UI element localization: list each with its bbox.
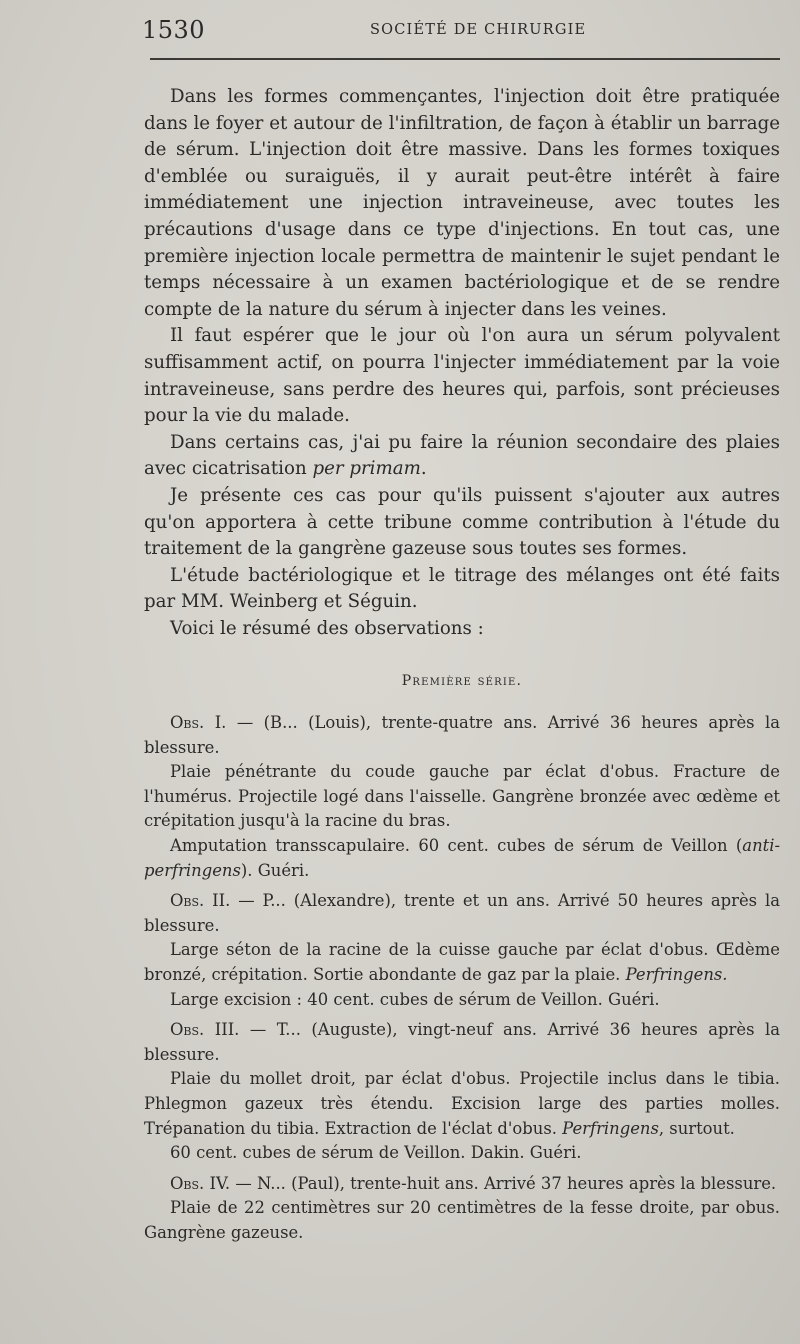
observation-text: Plaie de 22 centimètres sur 20 centimètres de la fesse droite, par obus. Gangrène gazeuse.	[144, 1198, 780, 1242]
observation-intro: Obs. III. — T... (Auguste), vingt-neuf ans. Arrivé 36 heures après la blessure.	[144, 1020, 780, 1064]
observation-text: Plaie du mollet droit, par éclat d'obus. Projectile inclus dans le tibia. Phlegmon gazeux très étendu. Excision large des parties molles. Trépanation du tibia. Extraction de l'éclat d'obus. Perfringens, surtout.	[144, 1069, 780, 1138]
observation-text: Plaie pénétrante du coude gauche par éclat d'obus. Fracture de l'humérus. Projectile logé dans l'aisselle. Gangrène bronzée avec œdème et crépitation jusqu'à la racine du bras.	[144, 762, 780, 831]
observation-1	[144, 711, 780, 883]
observation-text: 60 cent. cubes de sérum de Veillon. Dakin. Guéri.	[170, 1143, 582, 1163]
paragraph: Il faut espérer que le jour où l'on aura un sérum polyvalent suffisamment actif, on pourra l'injecter immédiatement par la voie intraveineuse, sans perdre des heures qui, parfois, sont précieuses pour la vie du malade.	[144, 325, 780, 427]
observation-3	[144, 1018, 780, 1166]
paragraph: Dans certains cas, j'ai pu faire la réunion secondaire des plaies avec cicatrisation per primam.	[144, 431, 780, 480]
paragraph: Dans les formes commençantes, l'injection doit être pratiquée dans le foyer et autour de l'infiltration, de façon à établir un barrage de sérum. L'injection doit être massive. Dans les formes toxiques d'emblée ou suraiguës, il y aurait peut-être intérêt à faire immédiatement une injection intraveineuse, avec toutes les précautions d'usage dans ce type d'injections. En tout cas, une première injection locale permettra de maintenir le sujet pendant le temps nécessaire à un examen bactériologique et de se rendre compte de la nature du sérum à injecter dans les veines.	[144, 86, 780, 320]
page-number: 1530	[142, 16, 206, 44]
observation-text: Large excision : 40 cent. cubes de sérum de Veillon. Guéri.	[170, 989, 660, 1009]
section-heading: Première série.	[401, 673, 523, 690]
observation-text: Amputation transscapulaire. 60 cent. cubes de sérum de Veillon (anti-perfringens). Guéri.	[144, 836, 780, 880]
observation-text: Large séton de la racine de la cuisse gauche par éclat d'obus. Œdème bronzé, crépitation. Sortie abondante de gaz par la plaie. Perfringens.	[144, 940, 780, 984]
header-rule	[150, 58, 780, 60]
observation-intro: Obs. IV. — N... (Paul), trente-huit ans. Arrivé 37 heures après la blessure.	[170, 1173, 777, 1193]
observation-2	[144, 889, 780, 1012]
observation-label: Obs. III.	[170, 1020, 240, 1040]
paragraph: Je présente ces cas pour qu'ils puissent s'ajouter aux autres qu'on apportera à cette tribune comme contribution à l'étude du traitement de la gangrène gazeuse sous toutes ses formes.	[144, 484, 780, 560]
observation-4	[144, 1172, 780, 1246]
running-title: SOCIÉTÉ DE CHIRURGIE	[370, 22, 587, 38]
page-header	[142, 14, 782, 48]
observation-intro: Obs. II. — P... (Alexandre), trente et un ans. Arrivé 50 heures après la blessure.	[144, 891, 780, 935]
paragraph: Voici le résumé des observations :	[170, 617, 484, 639]
paragraph: L'étude bactériologique et le titrage des mélanges ont été faits par MM. Weinberg et Séguin.	[144, 564, 780, 613]
observation-label: Obs. II.	[170, 891, 231, 911]
observation-label: Obs. I.	[170, 713, 227, 733]
observation-label: Obs. IV.	[170, 1173, 231, 1193]
observation-intro: Obs. I. — (B... (Louis), trente-quatre ans. Arrivé 36 heures après la blessure.	[144, 713, 781, 757]
page-body	[144, 84, 780, 1246]
